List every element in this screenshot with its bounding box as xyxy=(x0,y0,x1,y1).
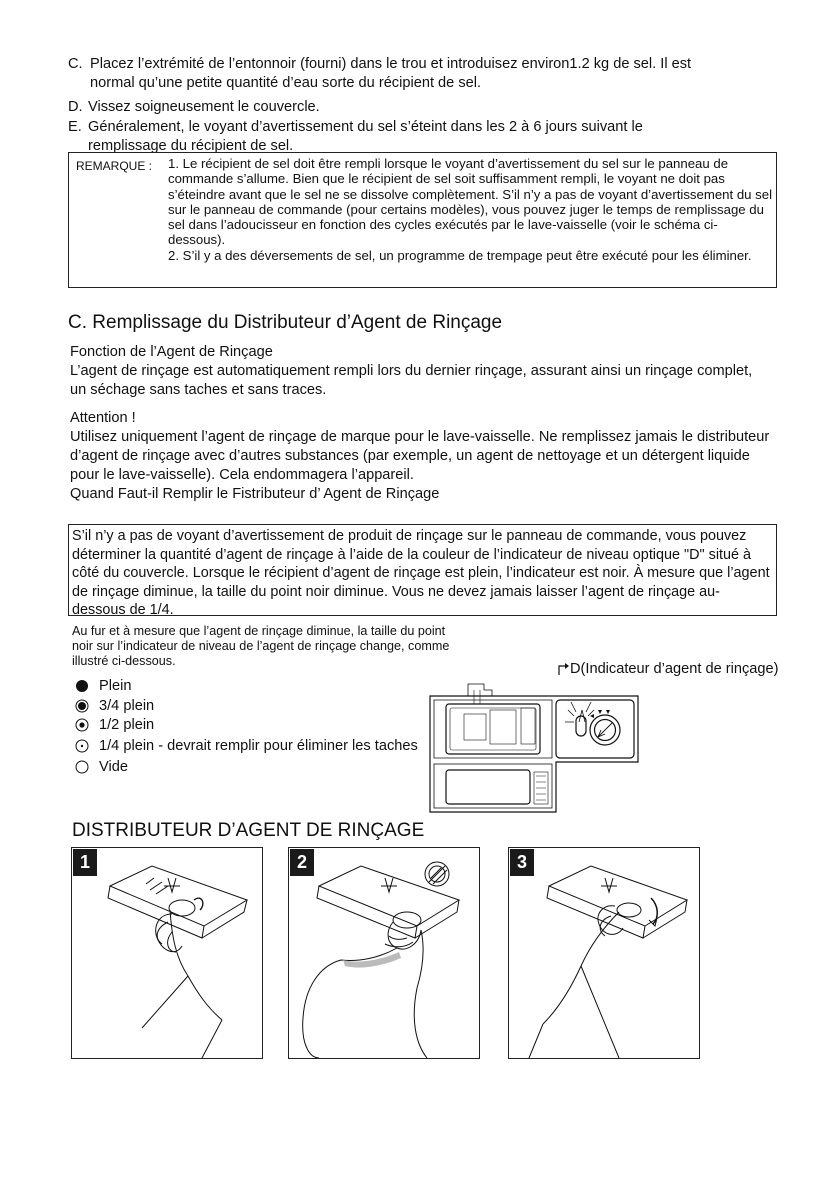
half-dot-icon xyxy=(75,718,89,732)
note-text xyxy=(168,156,773,263)
quarter-dot-icon xyxy=(75,739,89,753)
three-quarter-dot-icon xyxy=(75,699,89,713)
note-paragraph-2: 2. S’il y a des déversements de sel, un programme de trempage peut être exécuté pour les éliminer. xyxy=(168,247,752,263)
step-panel-2 xyxy=(288,847,480,1059)
legend-label: 3/4 plein xyxy=(99,698,155,714)
full-dot-icon xyxy=(75,679,89,693)
rinse-info-box: S’il n’y a pas de voyant d’avertissement de produit de rinçage sur le panneau de commande, vous pouvez déterminer la quantité d’agent de rinçage à l’aide de la couleur de l’indicateur de niveau optique "D" situé à côté du couvercle. Lorsque le récipient d’agent de rinçage est plein, l’indicateur est noir. À mesure que l’agent de rinçage diminue, la taille du point noir diminue. Vous ne devez jamais laisser l’agent de rinçage au-dessous de 1/4. xyxy=(68,524,777,616)
note-paragraph-1: 1. Le récipient de sel doit être rempli lorsque le voyant d’avertissement du sel sur le panneau de commande s’allume. Bien que le récipient de sel soit suffisamment rempli, le voyant ne doit pas s’éteindre avant que le sel ne se dissolve complètement. S’il n’y a pas de voyant d’avertissement du sel sur le panneau de commande (pour certains modèles), vous pouvez juger le temps de remplissage du sel dans l’adoucisseur en fonction des cycles exécutés par le lave-vaisselle (voir le schéma ci-dessous). xyxy=(168,156,773,248)
step-text-cont: normal qu’une petite quantité d’eau sorte du récipient de sel. xyxy=(90,75,482,91)
step-letter: C. xyxy=(68,56,83,72)
indicator-label-text: D(Indicateur d’agent de rinçage) xyxy=(570,661,779,677)
panel-number: 2 xyxy=(290,849,314,876)
indicator-intro: Au fur et à mesure que l’agent de rinçage diminue, la taille du point noir sur l’indicateur de niveau de l’agent de rinçage change, comme illustré ci-dessous. xyxy=(72,624,450,668)
arrow-icon xyxy=(558,661,570,675)
step-letter: D. xyxy=(68,99,83,115)
fill-bottle-illustration xyxy=(289,848,479,1058)
legend-label: Vide xyxy=(99,759,128,775)
step-text: Vissez soigneusement le couvercle. xyxy=(88,99,320,115)
legend-label: 1/2 plein xyxy=(99,717,155,733)
step-letter: E. xyxy=(68,119,82,135)
panel-number: 3 xyxy=(510,849,534,876)
function-block xyxy=(70,343,770,400)
open-cap-illustration xyxy=(72,848,262,1058)
function-text: L’agent de rinçage est automatiquement rempli lors du dernier rinçage, assurant ainsi un rinçage complet, un séchage sans taches et sans traces. xyxy=(70,363,753,398)
dispenser-diagram xyxy=(424,680,646,818)
step-text: Généralement, le voyant d’avertissement du sel s’éteint dans les 2 à 6 jours suivant le xyxy=(88,119,643,135)
step-d xyxy=(68,98,768,117)
when-title: Quand Faut-il Remplir le Fistributeur d’ Agent de Rinçage xyxy=(70,486,440,502)
step-panel-3 xyxy=(508,847,700,1059)
legend-label: 1/4 plein - devrait remplir pour éliminer les taches xyxy=(99,738,418,754)
function-title: Fonction de l’Agent de Rinçage xyxy=(70,344,273,360)
step-e xyxy=(68,118,768,156)
indicator-label xyxy=(558,661,779,677)
attention-text: Utilisez uniquement l’agent de rinçage de marque pour le lave-vaisselle. Ne remplissez jamais le distributeur d’agent de rinçage avec d’autres substances (par exemple, un agent de nettoyage et un détergent liquide pour le lave-vaisselle). Cela endommagera l’appareil. xyxy=(70,429,770,483)
close-cap-illustration xyxy=(509,848,699,1058)
step-text-cont: remplissage du récipient de sel. xyxy=(88,138,294,154)
legend-label: Plein xyxy=(99,678,132,694)
note-label: REMARQUE : xyxy=(76,159,153,173)
step-panel-1 xyxy=(71,847,263,1059)
empty-dot-icon xyxy=(75,760,89,774)
dispenser-heading: DISTRIBUTEUR D’AGENT DE RINÇAGE xyxy=(72,820,425,841)
section-heading: C. Remplissage du Distributeur d’Agent de Rinçage xyxy=(68,312,503,333)
attention-title: Attention ! xyxy=(70,410,136,426)
note-box xyxy=(68,152,777,288)
step-c xyxy=(68,55,768,93)
panel-number: 1 xyxy=(73,849,97,876)
attention-block xyxy=(70,409,775,504)
step-text: Placez l’extrémité de l’entonnoir (fourni) dans le trou et introduisez environ1.2 kg de sel. Il est xyxy=(90,56,692,72)
